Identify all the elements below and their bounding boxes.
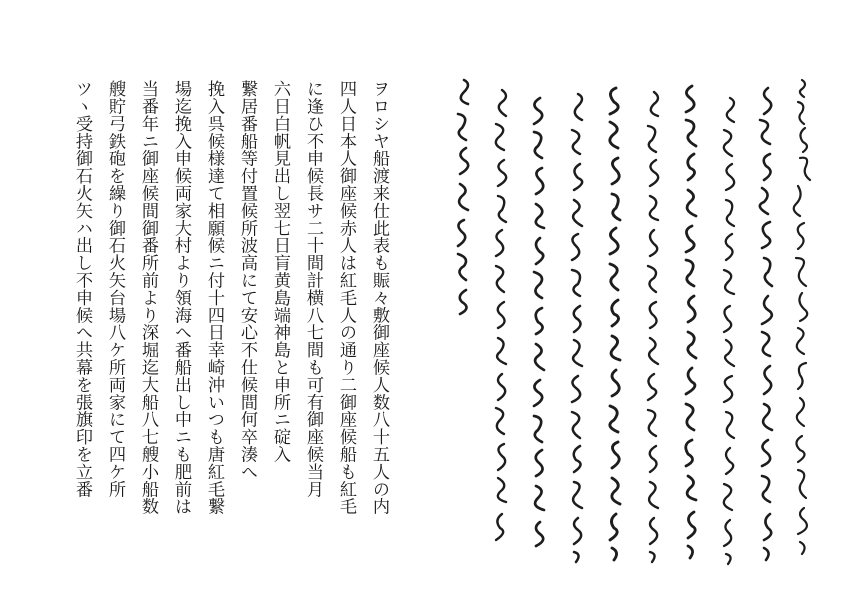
manuscript-column	[648, 92, 658, 562]
transcription-column: 挽入呉候様達て相願候ニ付十四日幸崎沖いつも唐紅毛繋	[204, 80, 224, 515]
transcription-column: 六日白帆見出し翌七日肓黄島端神島と申所ニ碇入	[270, 80, 290, 463]
manuscript-column	[724, 98, 734, 564]
handwritten-manuscript-image	[440, 58, 830, 578]
manuscript-column	[458, 80, 468, 314]
manuscript-column	[534, 98, 544, 546]
manuscript-column	[496, 90, 506, 540]
transcription-column: に逢ひ不申候長サ二十間計横八七間も可有御座候当月	[303, 80, 323, 498]
manuscript-column	[794, 80, 810, 554]
typeset-transcription	[60, 80, 395, 540]
transcription-column: 繋居番船等付置候所波高にて安心不仕候間何卒湊へ	[237, 80, 257, 481]
manuscript-column	[760, 88, 772, 560]
transcription-column: ヲロシヤ船渡来仕此表も賑々敷御座候人数八十五人の内	[369, 80, 389, 515]
transcription-column: 場迄挽入申候両家大村より領海へ番船出し中ニも肥前は	[171, 80, 191, 515]
transcription-column: 四人日本人御座候赤人は紅毛人の通り二御座候船も紅毛	[336, 80, 356, 515]
manuscript-column	[686, 86, 696, 558]
manuscript-column	[572, 94, 582, 562]
manuscript-brushstrokes	[440, 58, 830, 578]
transcription-column: ツヽ受持御石火矢ハ出し不申候へ共幕を張旗印を立番	[72, 80, 92, 498]
transcription-column: 艘貯弓鉄砲を繰り御石火矢台場八ケ所両家にて四ケ所	[105, 80, 125, 498]
transcription-column: 当番年ニ御座候間御番所前より深堀迄大船八七艘小船数	[138, 80, 158, 515]
manuscript-column	[610, 88, 620, 560]
